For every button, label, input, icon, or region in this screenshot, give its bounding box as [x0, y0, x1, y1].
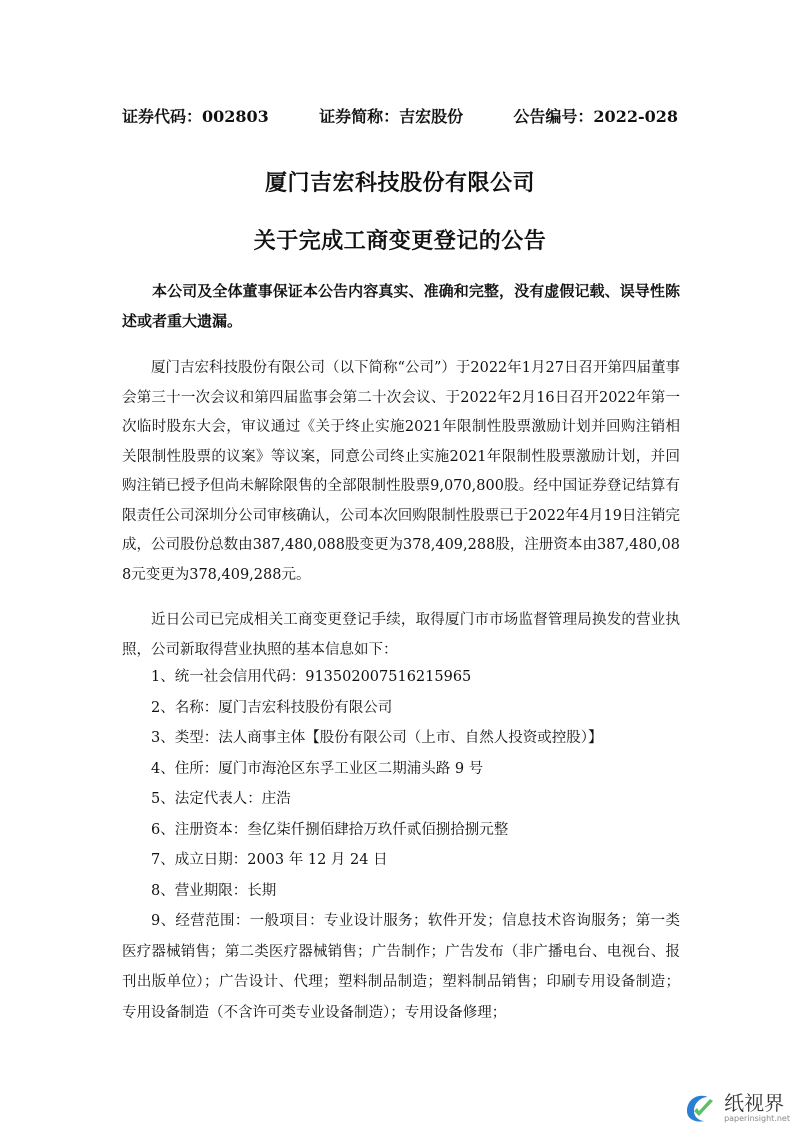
- license-intro-paragraph: 近日公司已完成相关工商变更登记手续，取得厦门市市场监督管理局换发的营业执照，公司新取得营业执照的基本信息如下：: [122, 612, 680, 658]
- notice-number: 公告编号：2022-028: [513, 107, 678, 126]
- paperinsight-logo-icon: [682, 1089, 718, 1125]
- list-item-credit-code: 1、统一社会信用代码：913502007516215965: [151, 669, 472, 685]
- watermark-name: 纸视界: [724, 1090, 785, 1115]
- list-item-name: 2、名称：厦门吉宏科技股份有限公司: [151, 699, 393, 716]
- list-item-type: 3、类型：法人商事主体【股份有限公司（上市、自然人投资或控股）】: [151, 730, 603, 746]
- list-item-legal-rep: 5、法定代表人：庄浩: [151, 791, 291, 807]
- watermark-logo: [682, 1089, 790, 1125]
- list-item-registered-capital: 6、注册资本：叁亿柒仟捌佰肆拾万玖仟贰佰捌拾捌元整: [151, 821, 509, 838]
- stock-code: 证券代码：002803: [122, 107, 269, 126]
- document-header: [122, 104, 678, 127]
- main-paragraph: 厦门吉宏科技股份有限公司（以下简称“公司”）于2022年1月27日召开第四届董事会第三十一次会议和第四届监事会第二十次会议、于2022年2月16日召开2022年第一次临时股东大会，审议通过《关于终止实施2021年限制性股票激励计划并回购注销相关限制性股票的议案》等议案，同意公司终止实施2021年限制性股票激励计划，并回购注销已授予但尚未解除限售的全部限制性股票9,070,800股。经中国证券登记结算有限责任公司深圳分公司审核确认，公司本次回购限制性股票已于2022年4月19日注销完成，公司股份总数由387,480,088股变更为378,409,288股，注册资本由387,480,088元变更为378,409,288元。: [122, 360, 680, 583]
- list-item-term: 8、营业期限：长期: [151, 882, 277, 899]
- notice-subject: 关于完成工商变更登记的公告: [253, 228, 547, 254]
- company-title: 厦门吉宏科技股份有限公司: [264, 170, 535, 196]
- watermark-url: paperinsight.net: [724, 1113, 790, 1123]
- declaration-paragraph: 本公司及全体董事保证本公告内容真实、准确和完整，没有虚假记载、误导性陈述或者重大遗漏。: [122, 282, 680, 330]
- stock-abbreviation: 证券简称：吉宏股份: [319, 107, 464, 126]
- list-item-address: 4、住所：厦门市海沧区东孚工业区二期浦头路 9 号: [151, 760, 484, 777]
- license-info-list: [122, 662, 680, 1028]
- list-item-established-date: 7、成立日期：2003 年 12 月 24 日: [151, 852, 388, 868]
- list-item-business-scope: 9、经营范围：一般项目：专业设计服务；软件开发；信息技术咨询服务；第一类医疗器械销售；第二类医疗器械销售；广告制作；广告发布（非广播电台、电视台、报刊出版单位）；广告设计、代理；塑料制品制造；塑料制品销售；印刷专用设备制造；专用设备制造（不含许可类专业设备制造）；专用设备修理；: [122, 913, 680, 1021]
